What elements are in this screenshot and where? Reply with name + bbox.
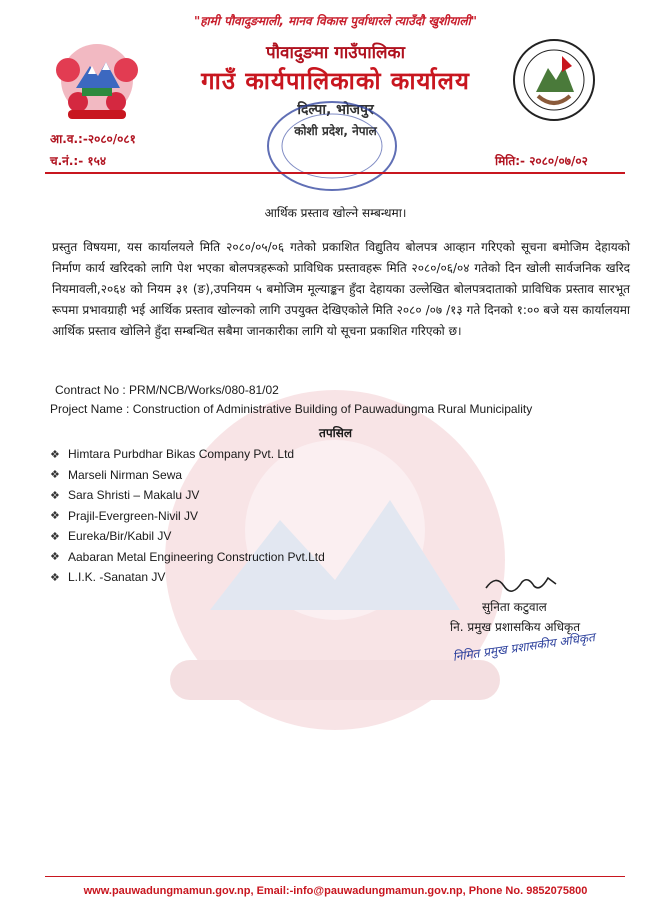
office-province: कोशी प्रदेश, नेपाल <box>294 124 377 138</box>
contract-number: Contract No : PRM/NCB/Works/080-81/02 <box>55 383 279 397</box>
list-item: ❖ Himtara Purbdhar Bikas Company Pvt. Ltd <box>50 447 295 462</box>
letter-date: मिति:- २०८०/०७/०२ <box>495 154 588 168</box>
signatory-title: नि. प्रमुख प्रशासकिय अधिकृत <box>450 620 581 634</box>
fiscal-year: आ.व.:-२०८०/०८१ <box>50 132 136 146</box>
signatory-name: सुनिता कटुवाल <box>482 600 547 614</box>
list-item: ❖ Sara Shristi – Makalu JV <box>50 488 200 503</box>
diamond-bullet-icon: ❖ <box>50 551 60 564</box>
letter-body: प्रस्तुत विषयमा, यस कार्यालयले मिति २०८०/०५/०६ गतेको प्रकाशित विद्युतिय बोलपत्र आव्हान गरिएको सूचना बमोजिम देहायको निर्माण कार्य खरिदको लागि पेश भएका बोलपत्रहरूको प्राविधिक प्रस्तावहरू मिति २०८०/०६/०४ गतेको दिन खोली सार्वजनिक खरिद नियमावली,२०६४ को नियम ३१ (ङ),उपनियम ५ बमोजिम मूल्याङ्कन हुँदा देहायका उल्लेखित बोलपत्रदाताको प्राविधिक प्रस्ताव सारभूत रूपमा प्रभावग्राही भई आर्थिक प्रस्ताव खोल्नको लागि उपयुक्त देखिएकोले मिति २०८० /०७ /१३ गते दिनको १:०० बजे यस कार्यालयमा आर्थिक प्रस्ताव खोलिने हुँदा सम्बन्धित सबैमा जानकारीका लागि यो सूचना प्रकाशित गरिएको छ। <box>52 240 630 338</box>
letter-subject: आर्थिक प्रस्ताव खोल्ने सम्बन्धमा। <box>264 206 407 220</box>
municipality-name: पौवादुङमा गाउँपालिका <box>266 43 405 63</box>
footer-divider <box>45 876 625 877</box>
signatory-stamp: निमित प्रमुख प्रशासकीय अधिकृत <box>451 630 596 664</box>
project-name: Project Name : Construction of Administrative Building of Pauwadungma Rural Municipality <box>50 402 533 416</box>
list-heading: तपसिल <box>318 426 352 440</box>
office-stamp <box>262 96 402 196</box>
signature <box>482 570 562 596</box>
diamond-bullet-icon: ❖ <box>50 489 60 502</box>
diamond-bullet-icon: ❖ <box>50 510 60 523</box>
header-divider <box>45 172 625 174</box>
diamond-bullet-icon: ❖ <box>50 469 60 482</box>
office-name: गाउँ कार्यपालिकाको कार्यालय <box>201 67 470 95</box>
motto: "हामी पौवादुङमाली, मानव विकास पुर्वाधारले त्याउँदौ खुशीयाली" <box>193 14 478 28</box>
letter-number: च.नं.:- १५४ <box>50 154 107 168</box>
list-item: ❖ Eureka/Bir/Kabil JV <box>50 529 172 544</box>
list-item: ❖ Prajil-Evergreen-Nivil JV <box>50 508 199 523</box>
diamond-bullet-icon: ❖ <box>50 571 60 584</box>
diamond-bullet-icon: ❖ <box>50 530 60 543</box>
bidder-list <box>50 444 325 588</box>
office-address: दिल्पा, भोजपुर <box>297 102 374 118</box>
municipality-logo-icon <box>510 36 598 124</box>
diamond-bullet-icon: ❖ <box>50 448 60 461</box>
list-item: ❖ Aabaran Metal Engineering Construction Pvt.Ltd <box>50 549 325 564</box>
list-item: ❖ Marseli Nirman Sewa <box>50 467 183 482</box>
footer-contact: www.pauwadungmamun.gov.np, Email:-info@pauwadungmamun.gov.np, Phone No. 9852075800 <box>83 885 588 897</box>
list-item: ❖ L.I.K. -Sanatan JV <box>50 570 166 585</box>
